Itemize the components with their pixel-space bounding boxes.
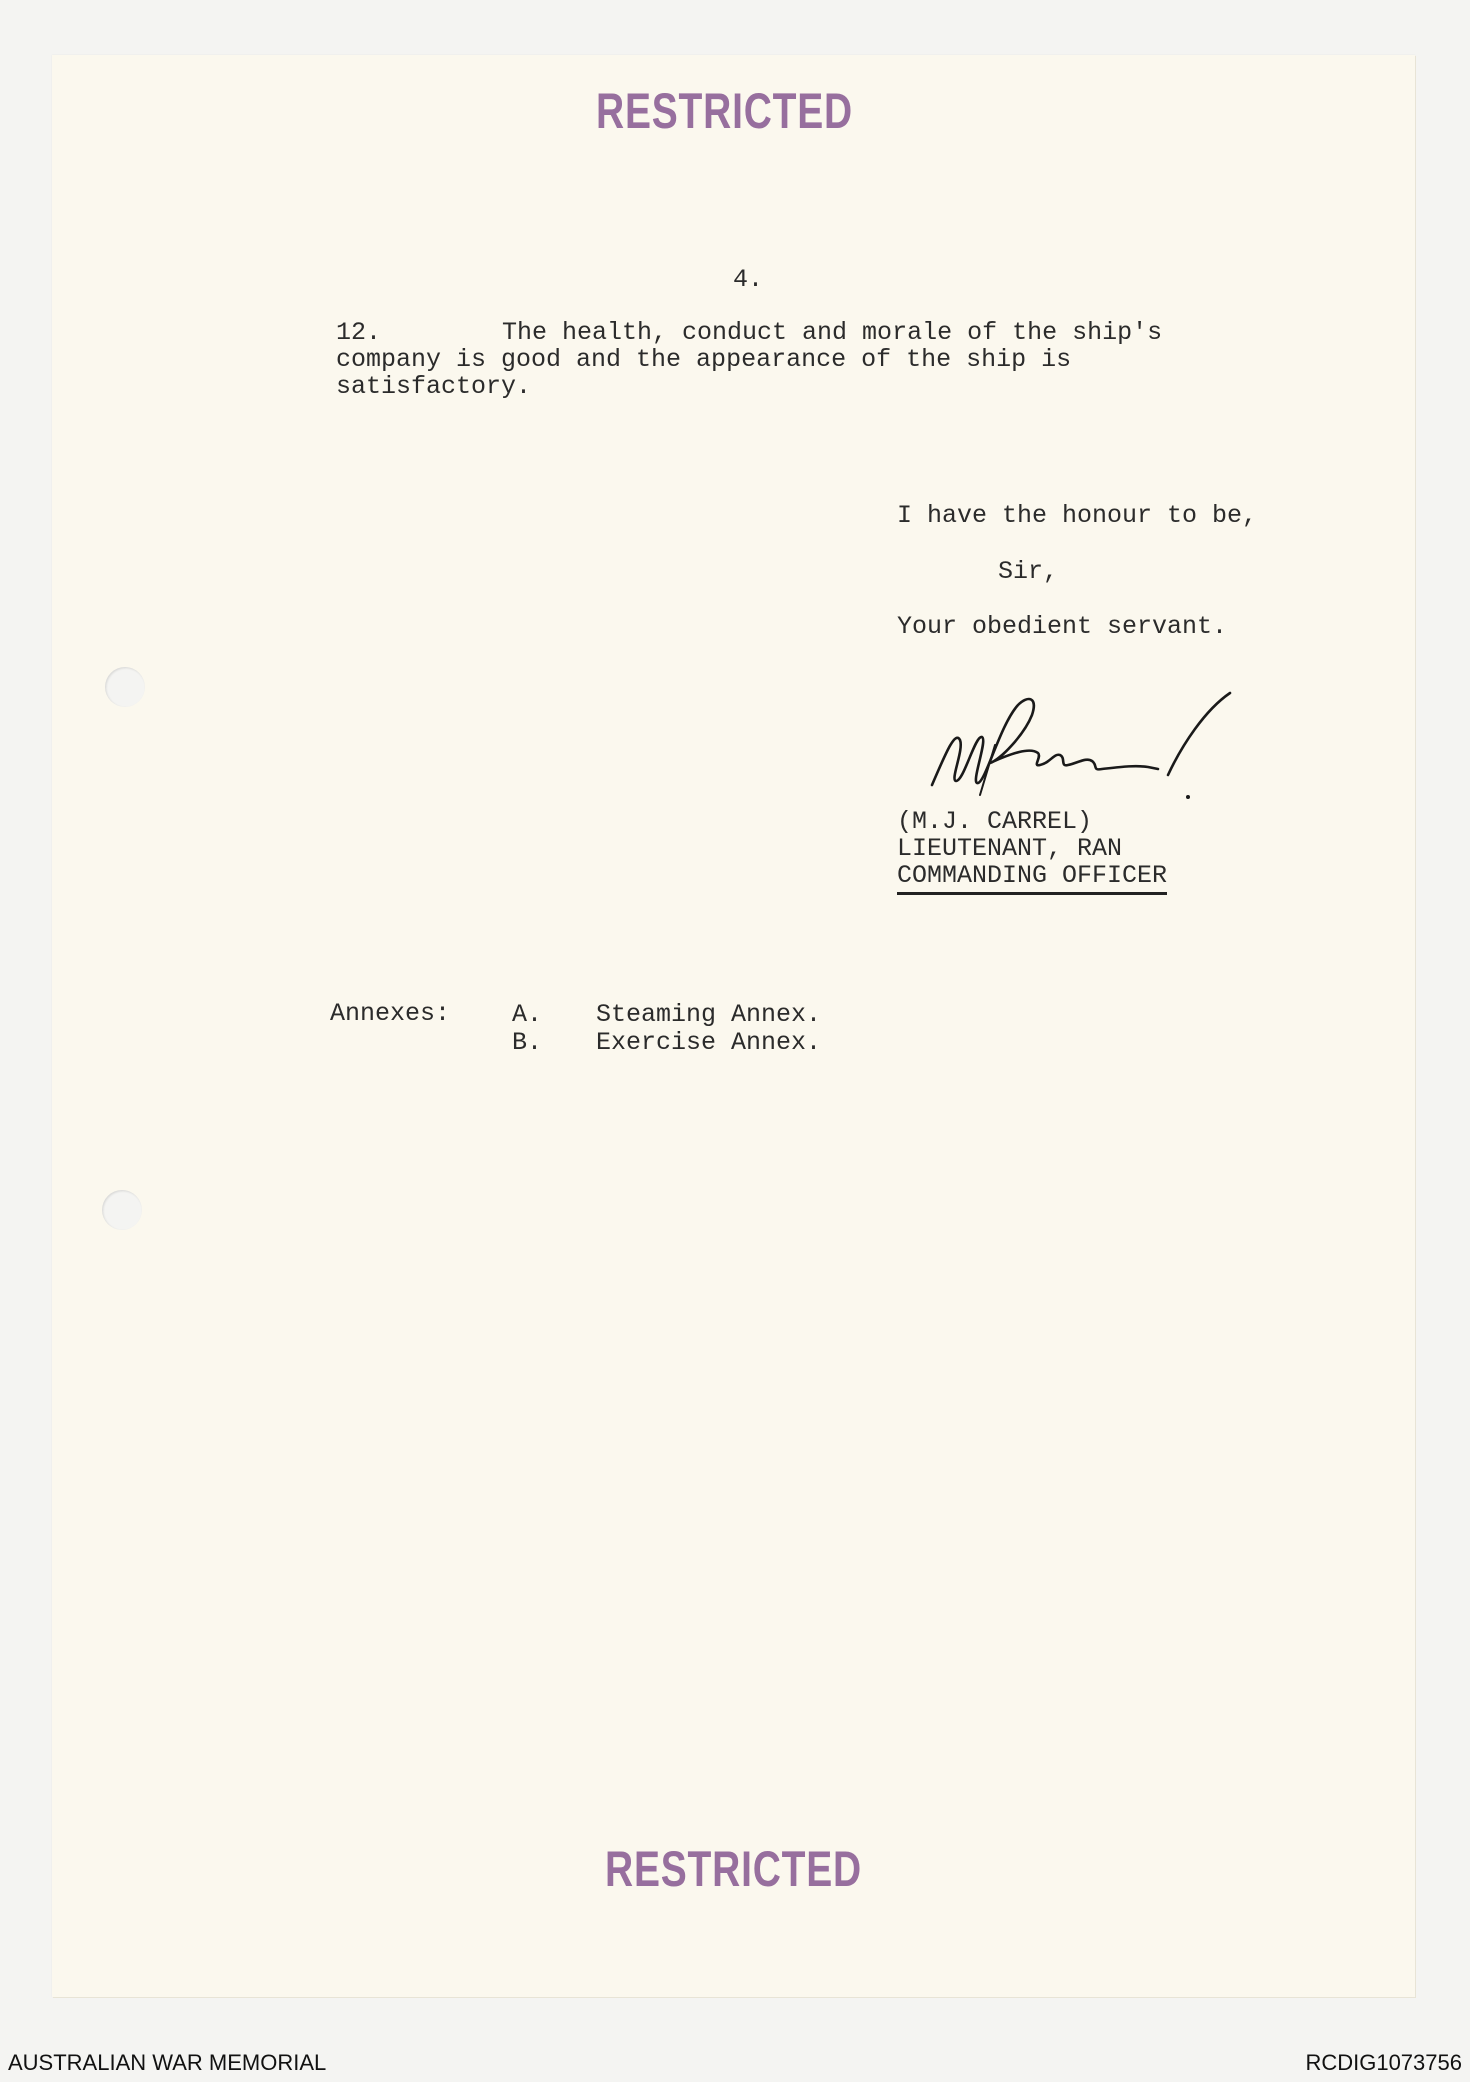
handwritten-signature bbox=[920, 685, 1250, 815]
closing-line-1: I have the honour to be, bbox=[897, 501, 1258, 530]
annexes-label: Annexes: bbox=[330, 999, 451, 1028]
closing-line-2: Sir, bbox=[998, 557, 1059, 586]
signatory-title bbox=[897, 862, 1167, 889]
paragraph-line-2: company is good and the appearance of the ship is bbox=[336, 345, 1072, 374]
signatory-rank: LIEUTENANT, RAN bbox=[897, 834, 1123, 863]
closing-line-3: Your obedient servant. bbox=[897, 612, 1228, 641]
punch-hole-bottom bbox=[102, 1190, 142, 1230]
paragraph-line-3: satisfactory. bbox=[336, 372, 532, 401]
annex-b-letter: B. bbox=[512, 1028, 543, 1057]
annex-b-text: Exercise Annex. bbox=[596, 1028, 822, 1057]
page-number: 4. bbox=[733, 265, 764, 294]
paragraph-line-1: The health, conduct and morale of the ship's bbox=[502, 318, 1163, 347]
footer-left: AUSTRALIAN WAR MEMORIAL bbox=[8, 2050, 327, 2075]
restricted-stamp-bottom: RESTRICTED bbox=[605, 1841, 862, 1897]
signatory-name: (M.J. CARREL) bbox=[897, 807, 1093, 836]
paragraph-number: 12. bbox=[336, 318, 382, 347]
punch-hole-top bbox=[105, 667, 145, 707]
annex-a-text: Steaming Annex. bbox=[596, 1000, 822, 1029]
restricted-stamp-top: RESTRICTED bbox=[596, 83, 853, 139]
footer-right: RCDIG1073756 bbox=[1305, 2050, 1462, 2075]
annex-a-letter: A. bbox=[512, 1000, 543, 1029]
signatory-title-text: COMMANDING OFFICER bbox=[897, 861, 1167, 895]
